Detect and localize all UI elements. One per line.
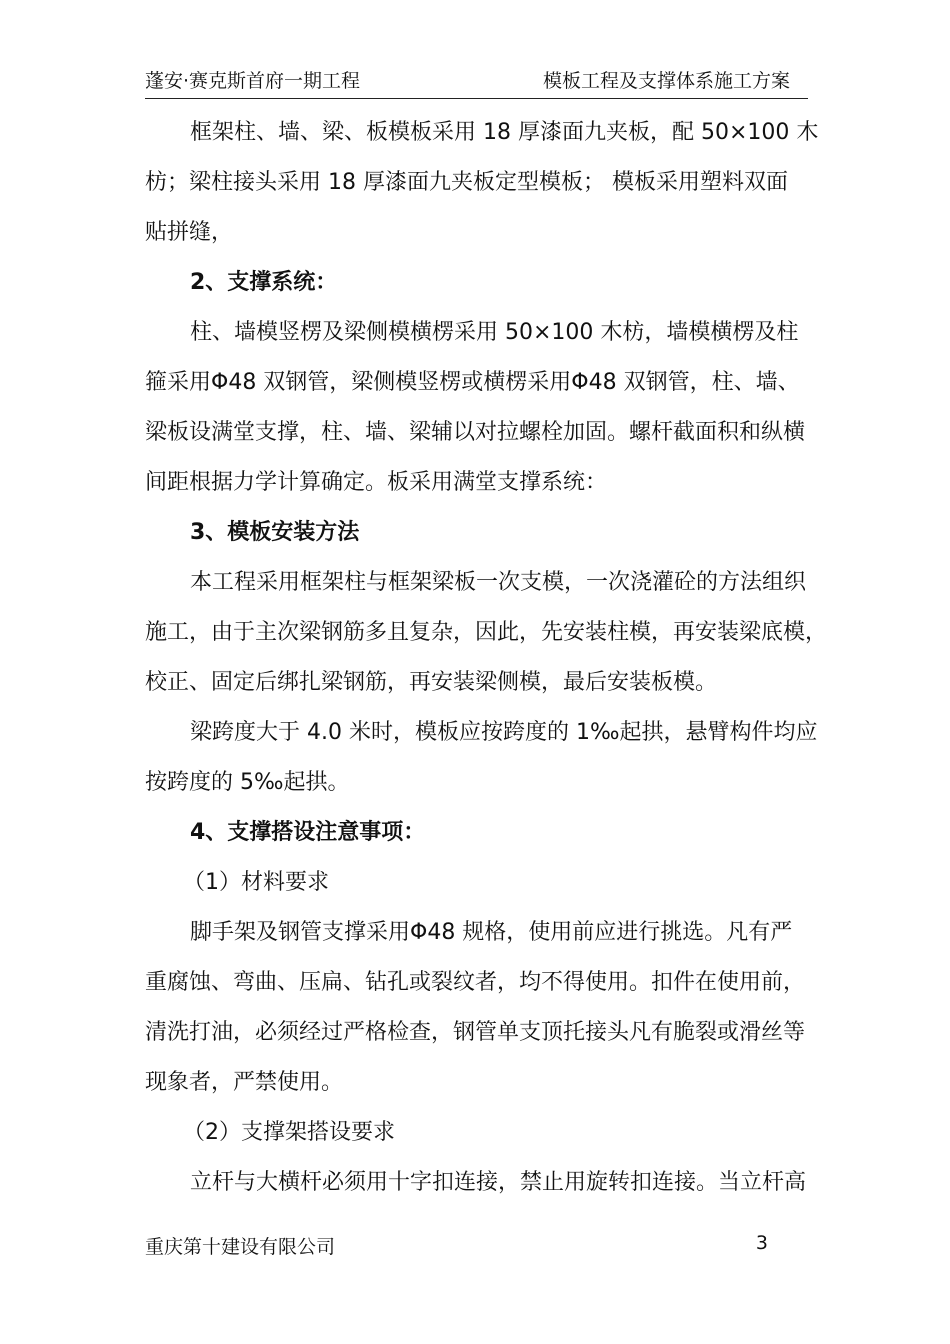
body-line: 柱、墙模竖楞及梁侧模横楞采用 50×100 木枋，墙模横楞及柱: [190, 320, 799, 345]
body-line: 现象者，严禁使用。: [145, 1070, 344, 1095]
header-project-name: 蓬安·赛克斯首府一期工程: [145, 70, 361, 92]
body-line: 梁板设满堂支撑，柱、墙、梁辅以对拉螺栓加固。螺杆截面积和纵横: [145, 420, 806, 445]
body-line: 脚手架及钢管支撑采用Φ48 规格，使用前应进行挑选。凡有严: [190, 920, 793, 945]
section-heading: 3、模板安装方法: [190, 520, 360, 545]
body-line: 梁跨度大于 4.0 米时，模板应按跨度的 1‰起拱，悬臂构件均应: [190, 720, 818, 745]
body-line: 立杆与大横杆必须用十字扣连接，禁止用旋转扣连接。当立杆高: [190, 1170, 807, 1195]
section-heading: 4、支撑搭设注意事项：: [190, 820, 426, 845]
body-line: 校正、固定后绑扎梁钢筋，再安装梁侧模，最后安装板模。: [145, 670, 718, 695]
body-line: 间距根据力学计算确定。板采用满堂支撑系统：: [145, 470, 608, 495]
body-line: 本工程采用框架柱与框架梁板一次支模，一次浇灌砼的方法组织: [190, 570, 807, 595]
body-line: 施工，由于主次梁钢筋多且复杂，因此，先安装柱模，再安装梁底模，: [145, 620, 828, 645]
body-line: 重腐蚀、弯曲、压扁、钻孔或裂纹者，均不得使用。扣件在使用前，: [145, 970, 806, 995]
header-document-title: 模板工程及支撑体系施工方案: [542, 70, 790, 92]
page-header: [145, 64, 808, 99]
body-line: 贴拼缝，: [145, 220, 234, 245]
body-line: 按跨度的 5‰起拱。: [145, 770, 350, 795]
document-body: [145, 108, 828, 1208]
body-line: 框架柱、墙、梁、板模板采用 18 厚漆面九夹板，配 50×100 木: [190, 120, 819, 145]
body-line: 清洗打油，必须经过严格检查，钢管单支顶托接头凡有脆裂或滑丝等: [145, 1020, 806, 1045]
body-line: 枋；梁柱接头采用 18 厚漆面九夹板定型模板； 模板采用塑料双面: [145, 170, 788, 195]
subsection-heading: （1）材料要求: [183, 870, 329, 895]
footer-company-name: 重庆第十建设有限公司: [145, 1236, 336, 1258]
body-line: 箍采用Φ48 双钢管，梁侧模竖楞或横楞采用Φ48 双钢管，柱、墙、: [145, 370, 800, 395]
subsection-heading: （2）支撑架搭设要求: [183, 1120, 395, 1145]
section-heading: 2、支撑系统：: [190, 270, 338, 295]
page-number: 3: [755, 1232, 768, 1254]
